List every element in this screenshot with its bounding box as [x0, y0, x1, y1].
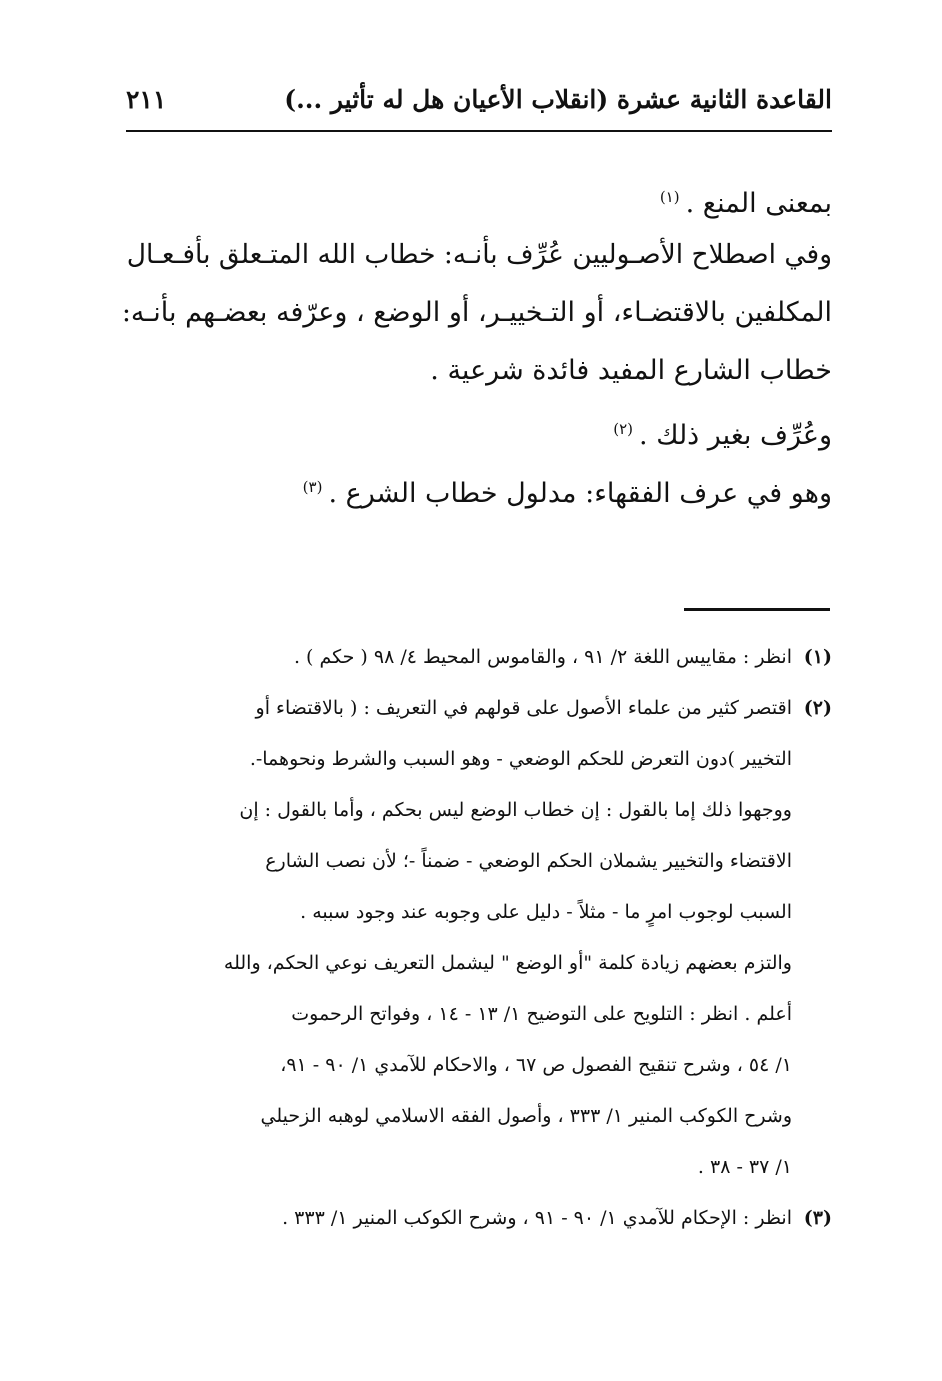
footnote-text: اقتصر كثير من علماء الأصول على قولهم في التعريف : ( بالاقتضاء أو: [255, 697, 792, 719]
footnote-1: [120, 632, 832, 683]
line-text: بمعنى المنع .: [685, 188, 832, 219]
header-divider: [126, 130, 832, 132]
footnote-line: والتزم بعضهم زيادة كلمة "أو الوضع " ليشمل التعريف نوعي الحكم، والله: [223, 952, 792, 974]
footnote-text: انظر : مقاييس اللغة ٢/ ٩١ ، والقاموس المحيط ٤/ ٩٨ ( حكم ) .: [293, 646, 792, 668]
footnote-number: (٣): [803, 1207, 832, 1229]
footnote-line: السبب لوجوب امرٍ ما - مثلاً - دليل على وجوبه عند وجود سببه .: [300, 901, 792, 923]
footnote-2: [120, 683, 832, 734]
footnote-line: التخيير )دون التعرض للحكم الوضعي - وهو السبب والشرط ونحوهما-.: [249, 748, 792, 770]
paragraph-line: المكلفين بالاقتضـاء، أو التـخييـر، أو الوضع ، وعرّفه بعضـهم بأنـه:: [121, 297, 832, 328]
footnote-ref: (٣): [302, 478, 323, 496]
page-number: ٢١١: [126, 85, 167, 114]
footnote-text: انظر : الإحكام للآمدي ١/ ٩٠ - ٩١ ، وشرح الكوكب المنير ١/ ٣٣٣ .: [282, 1207, 792, 1229]
paragraph-line: وفي اصطلاح الأصـوليين عُرِّف بأنـه: خطاب الله المتـعلق بأفـعـال: [126, 239, 832, 270]
footnotes: [120, 632, 832, 1244]
footnote-ref: (٢): [613, 420, 634, 438]
footnote-line: أعلم . انظر : التلويح على التوضيح ١/ ١٣ - ١٤ ، وفواتح الرحموت: [291, 1003, 792, 1025]
footnote-3: [120, 1193, 832, 1244]
main-text: [120, 168, 832, 516]
footnote-line: ووجهوا ذلك إما بالقول : إن خطاب الوضع ليس بحكم ، وأما بالقول : إن: [239, 799, 792, 821]
paragraph-line: [120, 400, 832, 458]
line-text: وعُرِّف بغير ذلك .: [639, 420, 832, 451]
footnote-number: (١): [803, 646, 832, 668]
footnote-ref: (١): [659, 188, 680, 206]
footnote-line: ١/ ٣٧ - ٣٨ .: [697, 1156, 792, 1178]
paragraph-line: [120, 458, 832, 516]
paragraph-line: [120, 168, 832, 226]
footnote-divider: [684, 608, 830, 611]
running-head: القاعدة الثانية عشرة (انقلاب الأعيان هل له تأثير ...): [284, 85, 832, 114]
paragraph-line: خطاب الشارع المفيد فائدة شرعية .: [430, 355, 832, 386]
page-header: [126, 78, 832, 124]
footnote-line: وشرح الكوكب المنير ١/ ٣٣٣ ، وأصول الفقه الاسلامي لوهبه الزحيلي: [260, 1105, 792, 1127]
footnote-line: الاقتضاء والتخيير يشملان الحكم الوضعي - ضمناً -؛ لأن نصب الشارع: [265, 850, 792, 872]
footnote-number: (٢): [803, 697, 832, 719]
line-text: وهو في عرف الفقهاء: مدلول خطاب الشرع .: [328, 478, 832, 509]
footnote-line: ١/ ٥٤ ، وشرح تنقيح الفصول ص ٦٧ ، والاحكام للآمدي ١/ ٩٠ - ٩١،: [280, 1054, 792, 1076]
